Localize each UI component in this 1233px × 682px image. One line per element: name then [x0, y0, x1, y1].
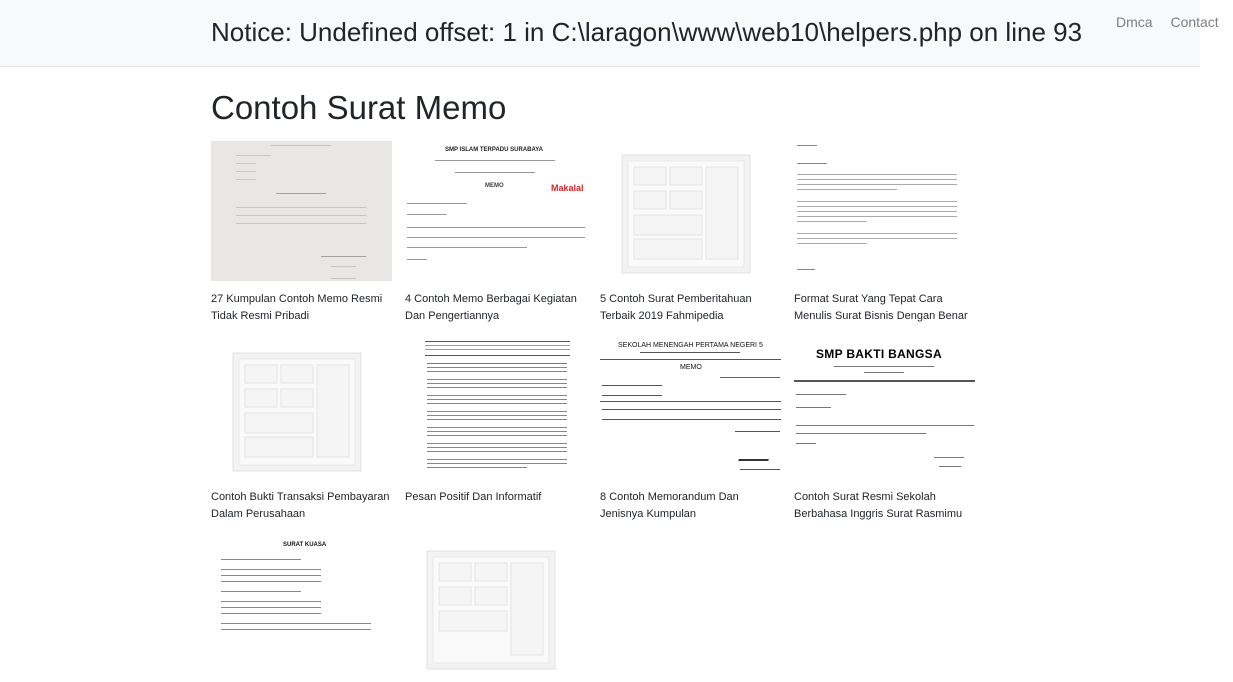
nav-links — [1116, 14, 1233, 30]
thumb-memo-label: MEMO — [680, 364, 702, 371]
gallery-card[interactable] — [794, 141, 975, 325]
thumbnail-image[interactable] — [211, 537, 392, 677]
thumbnail-image[interactable] — [794, 339, 975, 479]
card-caption[interactable]: Contoh Surat Resmi Sekolah Berbahasa Inggris Surat Rasmimu — [794, 491, 963, 520]
top-navbar — [0, 0, 1219, 67]
gallery-card[interactable] — [211, 141, 392, 325]
card-caption[interactable]: 8 Contoh Memorandum Dan Jenisnya Kumpulan — [600, 491, 739, 520]
gallery-card[interactable] — [405, 339, 586, 506]
card-caption[interactable]: 27 Kumpulan Contoh Memo Resmi Tidak Resmi Pribadi — [211, 293, 383, 322]
nav-link-dmca[interactable]: Dmca — [1116, 14, 1153, 30]
gallery-card[interactable] — [405, 141, 586, 325]
thumb-heading: SURAT KUASA — [283, 542, 327, 548]
thumbnail-image[interactable] — [405, 537, 586, 677]
card-caption[interactable]: 5 Contoh Surat Pemberitahuan Terbaik 2019 Fahmipedia — [600, 293, 752, 322]
thumb-heading: SEKOLAH MENENGAH PERTAMA NEGERI 5 — [618, 342, 763, 349]
thumbnail-image[interactable] — [794, 141, 975, 281]
nav-link-contact[interactable]: Contact — [1170, 14, 1219, 30]
drawer-cabinet-icon — [600, 141, 781, 281]
gallery-card[interactable] — [794, 339, 975, 523]
thumb-watermark-logo: Makalal — [551, 183, 584, 193]
card-caption[interactable]: Format Surat Yang Tepat Cara Menulis Surat Bisnis Dengan Benar — [794, 293, 968, 322]
card-caption[interactable]: Pesan Positif Dan Informatif — [405, 491, 542, 503]
thumbnail-image[interactable] — [600, 339, 781, 479]
thumbnail-image[interactable] — [405, 141, 586, 281]
drawer-cabinet-icon — [211, 339, 392, 479]
gallery-card[interactable] — [211, 537, 392, 677]
gallery-card[interactable] — [211, 339, 392, 523]
thumb-heading: SMP BAKTI BANGSA — [816, 347, 942, 361]
drawer-cabinet-icon — [405, 537, 586, 677]
php-notice-text: Notice: Undefined offset: 1 in C:\laragon\www\web10\helpers.php on line 93 — [211, 17, 1083, 47]
thumbnail-image[interactable] — [211, 339, 392, 479]
thumbnail-image[interactable] — [405, 339, 586, 479]
gallery-card[interactable] — [600, 339, 781, 523]
thumb-memo-label: MEMO — [485, 183, 504, 189]
gallery-card[interactable] — [600, 141, 781, 325]
card-caption[interactable]: Contoh Bukti Transaksi Pembayaran Dalam Perusahaan — [211, 491, 390, 520]
thumbnail-image[interactable] — [211, 141, 392, 281]
gallery-card[interactable] — [405, 537, 586, 677]
page-title: Contoh Surat Memo — [211, 89, 507, 126]
card-caption[interactable]: 4 Contoh Memo Berbagai Kegiatan Dan Pengertiannya — [405, 293, 577, 322]
thumbnail-image[interactable] — [600, 141, 781, 281]
thumb-heading: SMP ISLAM TERPADU SURABAYA — [445, 147, 544, 153]
